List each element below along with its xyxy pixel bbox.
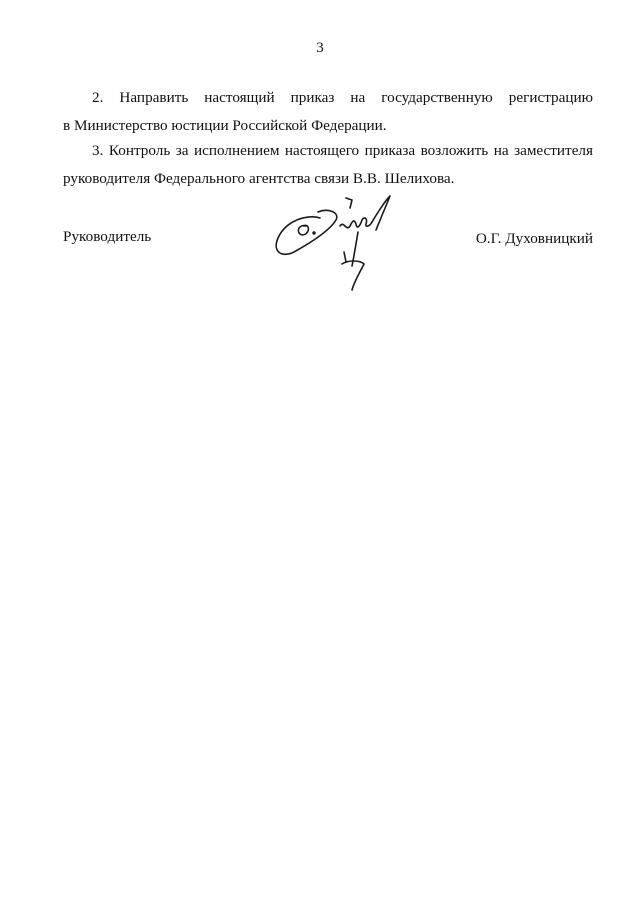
paragraph-line: 2. Направить настоящий приказ на государственную регистрацию: [92, 89, 593, 106]
paragraph-line: в Министерство юстиции Российской Федерации.: [63, 117, 387, 134]
paragraph-registration: [63, 84, 593, 140]
paragraph-control: [63, 137, 593, 193]
signer-title: Руководитель: [63, 228, 152, 245]
paragraph-line: руководителя Федерального агентства связи В.В. Шелихова.: [63, 170, 455, 187]
signer-name: О.Г. Духовницкий: [475, 230, 593, 247]
page-number: 3: [316, 40, 324, 56]
handwritten-signature: [268, 190, 398, 295]
paragraph-line: 3. Контроль за исполнением настоящего приказа возложить на заместителя: [92, 142, 593, 159]
